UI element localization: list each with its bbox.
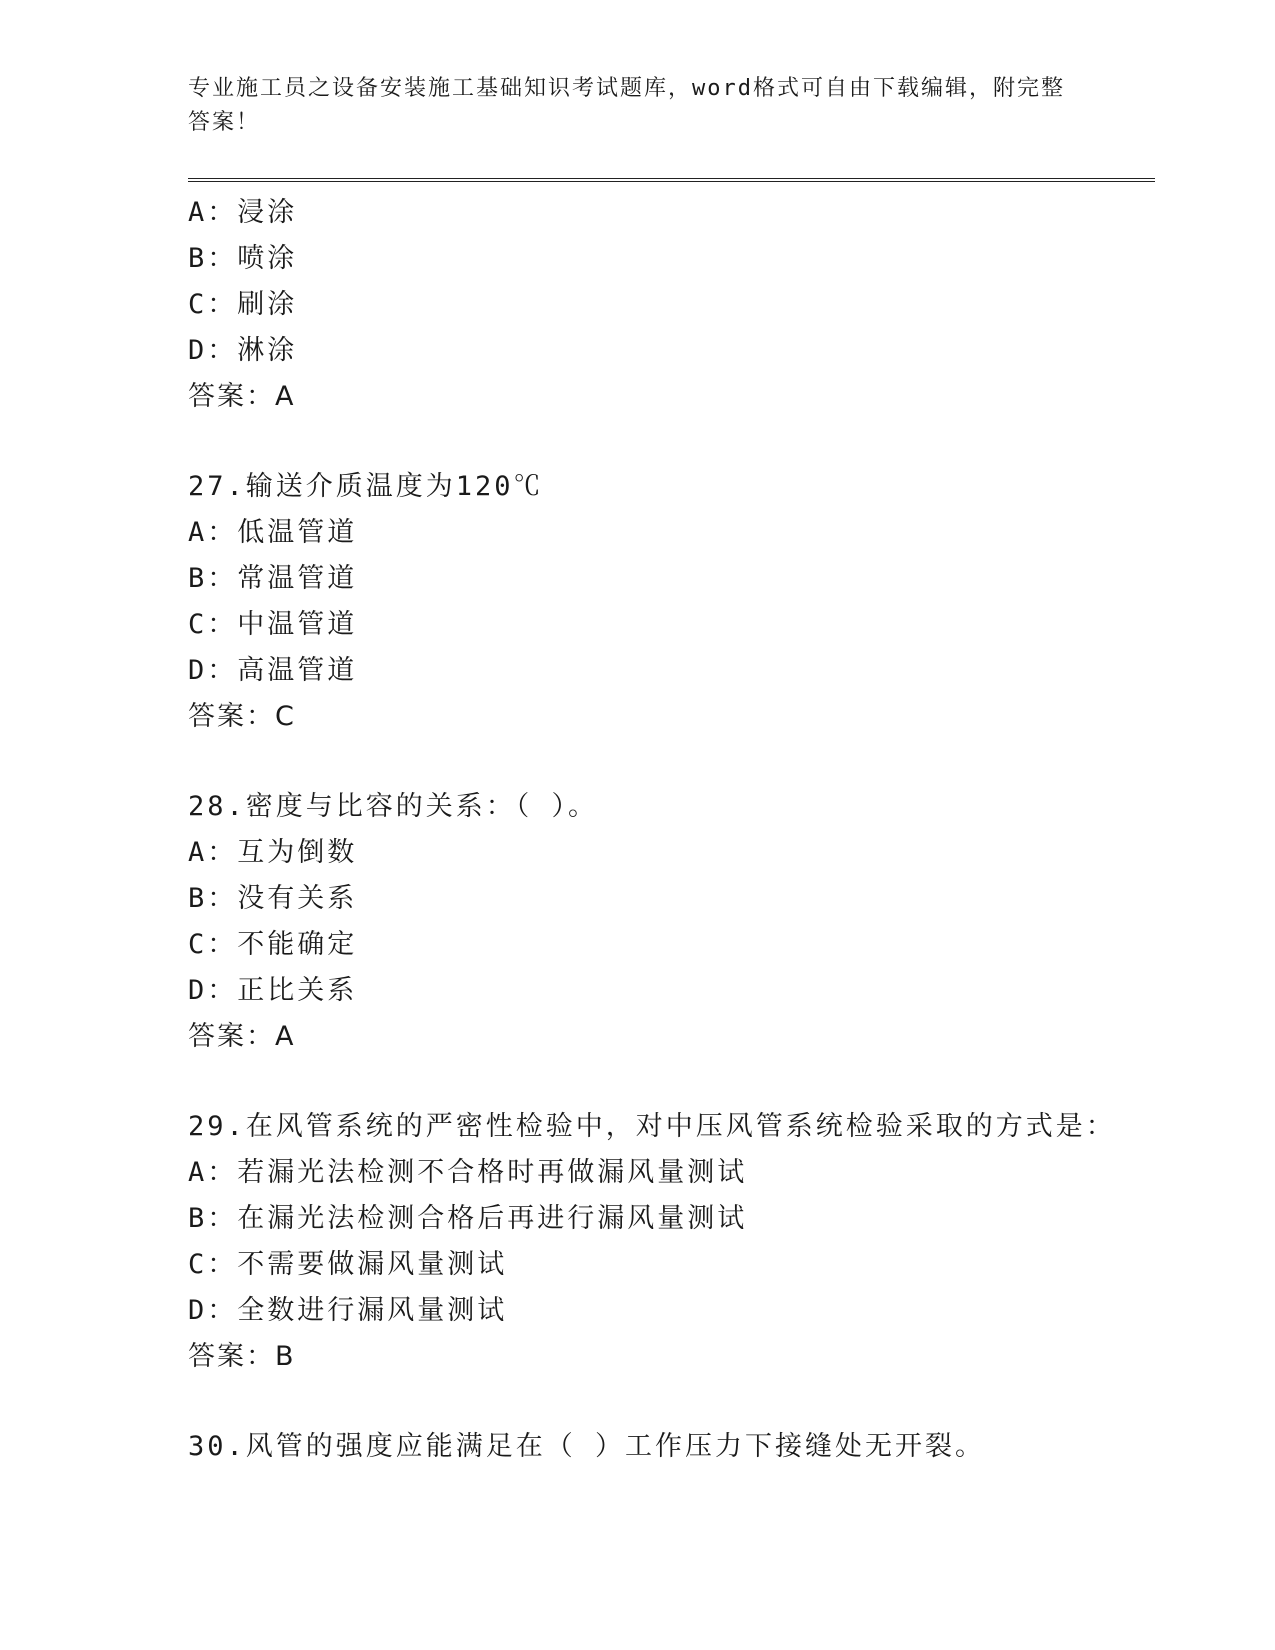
question-text: 30.风管的强度应能满足在（ ）工作压力下接缝处无开裂。	[188, 1431, 986, 1462]
answer-line	[188, 1014, 1148, 1060]
answer-label: 答案：	[188, 1341, 275, 1372]
question-block	[188, 190, 1148, 420]
answer-value: A	[275, 381, 295, 412]
option-list	[188, 1150, 1148, 1334]
option-b: B：没有关系	[188, 883, 358, 914]
document-header: 专业施工员之设备安装施工基础知识考试题库，word格式可自由下载编辑，附完整答案！	[188, 76, 1065, 135]
answer-label: 答案：	[188, 701, 275, 732]
header-divider	[188, 178, 1155, 182]
option-b: B：喷涂	[188, 243, 298, 274]
option-a: A：浸涂	[188, 197, 298, 228]
option-d: D：淋涂	[188, 335, 298, 366]
option-a: A：低温管道	[188, 517, 358, 548]
question-block	[188, 784, 1148, 1060]
question-block	[188, 1424, 1148, 1470]
question-text: 27.输送介质温度为120℃	[188, 471, 544, 502]
option-list	[188, 510, 1148, 694]
option-c: C：中温管道	[188, 609, 358, 640]
question-text: 29.在风管系统的严密性检验中，对中压风管系统检验采取的方式是：	[188, 1111, 1116, 1142]
option-b: B：常温管道	[188, 563, 358, 594]
option-list	[188, 190, 1148, 374]
option-a: A：若漏光法检测不合格时再做漏风量测试	[188, 1157, 748, 1188]
option-c: C：不需要做漏风量测试	[188, 1249, 508, 1280]
answer-label: 答案：	[188, 381, 275, 412]
option-b: B：在漏光法检测合格后再进行漏风量测试	[188, 1203, 748, 1234]
answer-label: 答案：	[188, 1021, 275, 1052]
option-c: C：不能确定	[188, 929, 358, 960]
question-block	[188, 464, 1148, 740]
option-list	[188, 830, 1148, 1014]
question-block	[188, 1104, 1148, 1380]
option-d: D：全数进行漏风量测试	[188, 1295, 508, 1326]
option-d: D：高温管道	[188, 655, 358, 686]
answer-line	[188, 694, 1148, 740]
answer-value: C	[275, 701, 295, 732]
answer-line	[188, 374, 1148, 420]
question-text: 28.密度与比容的关系：（ ）。	[188, 791, 599, 822]
option-a: A：互为倒数	[188, 837, 358, 868]
question-list	[188, 190, 1148, 1470]
option-d: D：正比关系	[188, 975, 358, 1006]
answer-line	[188, 1334, 1148, 1380]
answer-value: A	[275, 1021, 295, 1052]
option-c: C：刷涂	[188, 289, 298, 320]
answer-value: B	[275, 1341, 295, 1372]
